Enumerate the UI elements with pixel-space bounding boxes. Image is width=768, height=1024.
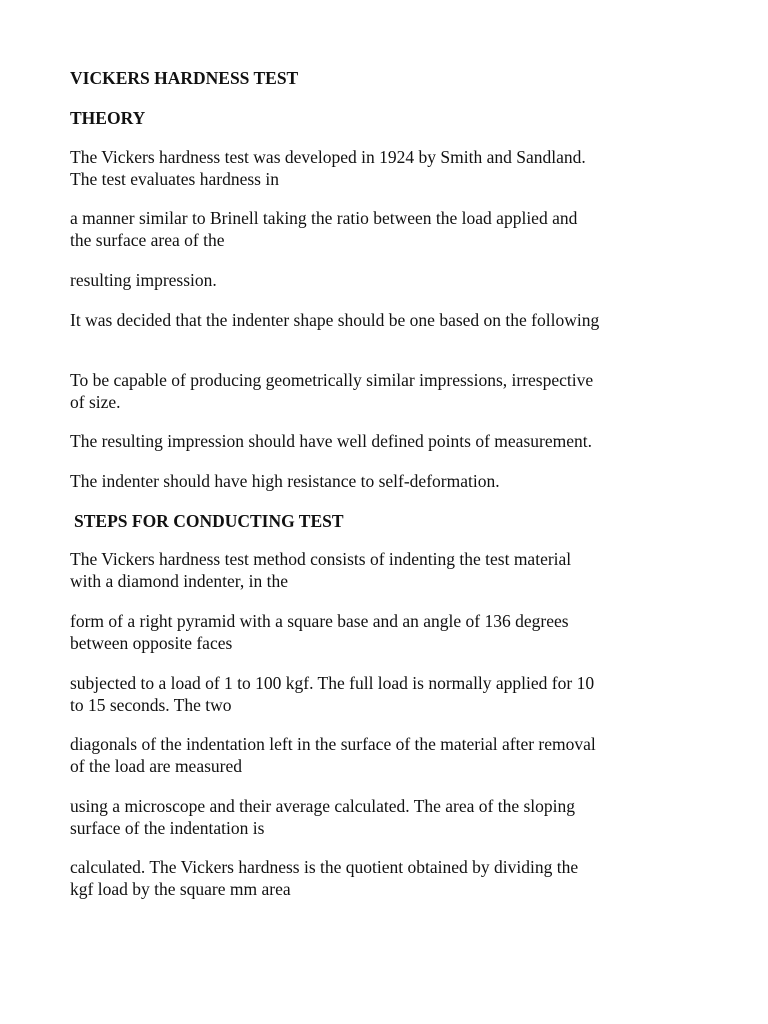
text-line: form of a right pyramid with a square base and an angle of 136 degrees: [70, 611, 569, 631]
text-line: a manner similar to Brinell taking the ratio between the load applied and: [70, 208, 578, 228]
text-line: kgf load by the square mm area: [70, 879, 291, 899]
text-line: with a diamond indenter, in the: [70, 571, 288, 591]
section-heading-steps: STEPS FOR CONDUCTING TEST: [74, 511, 344, 531]
text-line: The indenter should have high resistance to self-deformation.: [70, 471, 500, 491]
text-line: The Vickers hardness test method consists of indenting the test material: [70, 549, 572, 569]
text-line: surface of the indentation is: [70, 818, 265, 838]
text-line: The test evaluates hardness in: [70, 169, 279, 189]
text-line: resulting impression.: [70, 270, 217, 290]
text-line: between opposite faces: [70, 633, 233, 653]
text-line: calculated. The Vickers hardness is the quotient obtained by dividing the: [70, 857, 579, 877]
text-line: subjected to a load of 1 to 100 kgf. The full load is normally applied for 10: [70, 673, 595, 693]
section-heading-theory: THEORY: [70, 108, 146, 128]
text-line: to 15 seconds. The two: [70, 695, 232, 715]
text-line: the surface area of the: [70, 230, 225, 250]
text-line: of size.: [70, 392, 121, 412]
text-line: The Vickers hardness test was developed in 1924 by Smith and Sandland.: [70, 147, 586, 167]
text-line: using a microscope and their average calculated. The area of the sloping: [70, 796, 576, 816]
text-line: To be capable of producing geometrically similar impressions, irrespective: [70, 370, 594, 390]
text-line: of the load are measured: [70, 756, 243, 776]
text-line: diagonals of the indentation left in the surface of the material after removal: [70, 734, 596, 754]
document-title: VICKERS HARDNESS TEST: [70, 68, 299, 88]
text-line: It was decided that the indenter shape should be one based on the following: [70, 310, 600, 330]
text-line: The resulting impression should have well defined points of measurement.: [70, 431, 592, 451]
